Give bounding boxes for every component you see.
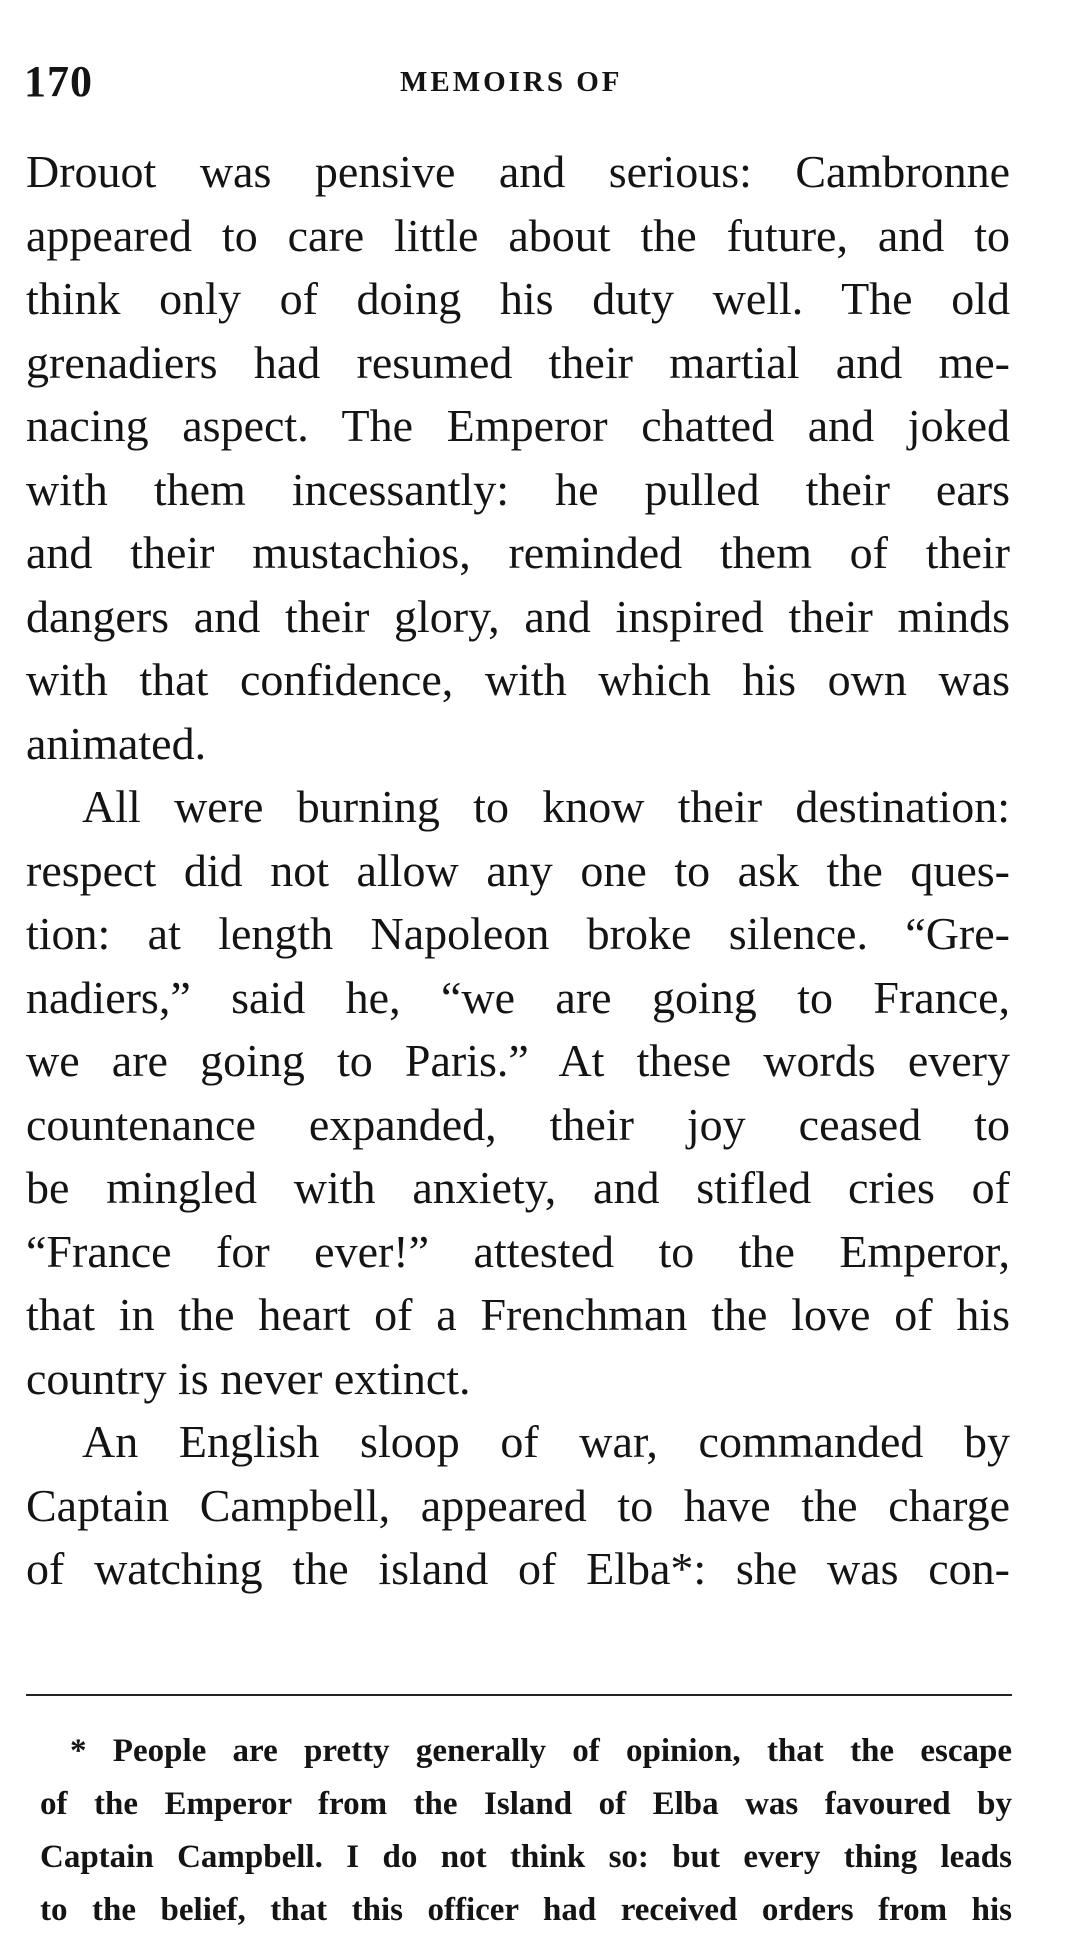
text-line: Drouot was pensive and serious: Cambronne bbox=[26, 146, 1010, 197]
text-line: with that confidence, with which his own was bbox=[26, 654, 1010, 705]
footnote-line: of the Emperor from the Island of Elba was favoured by bbox=[40, 1786, 1012, 1822]
text-line: country is never extinct. bbox=[26, 1352, 471, 1404]
running-head: MEMOIRS OF bbox=[400, 66, 623, 98]
text-line: be mingled with anxiety, and stifled cries of bbox=[26, 1162, 1010, 1213]
text-line: animated. bbox=[26, 717, 207, 769]
text-line: An English sloop of war, commanded by bbox=[82, 1416, 1010, 1467]
body-text bbox=[26, 140, 1010, 1601]
text-line: that in the heart of a Frenchman the love of his bbox=[26, 1289, 1010, 1340]
text-line: grenadiers had resumed their martial and me- bbox=[26, 336, 1010, 388]
text-line: All were burning to know their destination: bbox=[82, 781, 1010, 832]
text-line: think only of doing his duty well. The old bbox=[26, 273, 1010, 324]
text-line: of watching the island of Elba*: she was con- bbox=[26, 1543, 1010, 1594]
text-line: respect did not allow any one to ask the ques- bbox=[26, 844, 1010, 896]
text-line: Captain Campbell, appeared to have the charge bbox=[26, 1479, 1010, 1531]
text-line: tion: at length Napoleon broke silence. “Gre- bbox=[26, 908, 1010, 959]
page-header bbox=[24, 56, 1005, 106]
text-line: we are going to Paris.” At these words every bbox=[26, 1035, 1010, 1086]
footnote bbox=[40, 1725, 1012, 1937]
text-line: appeared to care little about the future, and to bbox=[26, 209, 1010, 261]
footnote-rule bbox=[26, 1694, 1012, 1696]
text-line: dangers and their glory, and inspired their minds bbox=[26, 590, 1010, 642]
text-line: nacing aspect. The Emperor chatted and joked bbox=[26, 400, 1010, 451]
text-line: with them incessantly: he pulled their ears bbox=[26, 463, 1010, 515]
footnote-line: Captain Campbell. I do not think so: but every thing leads bbox=[40, 1839, 1012, 1875]
text-line: “France for ever!” attested to the Emperor, bbox=[26, 1225, 1010, 1277]
text-line: and their mustachios, reminded them of their bbox=[26, 527, 1010, 578]
text-line: nadiers,” said he, “we are going to France, bbox=[26, 971, 1010, 1023]
footnote-line: to the belief, that this officer had received orders from his bbox=[40, 1892, 1012, 1928]
page-number: 170 bbox=[24, 57, 93, 106]
text-line: countenance expanded, their joy ceased to bbox=[26, 1098, 1010, 1150]
footnote-line: * People are pretty generally of opinion, that the escape bbox=[70, 1733, 1012, 1769]
